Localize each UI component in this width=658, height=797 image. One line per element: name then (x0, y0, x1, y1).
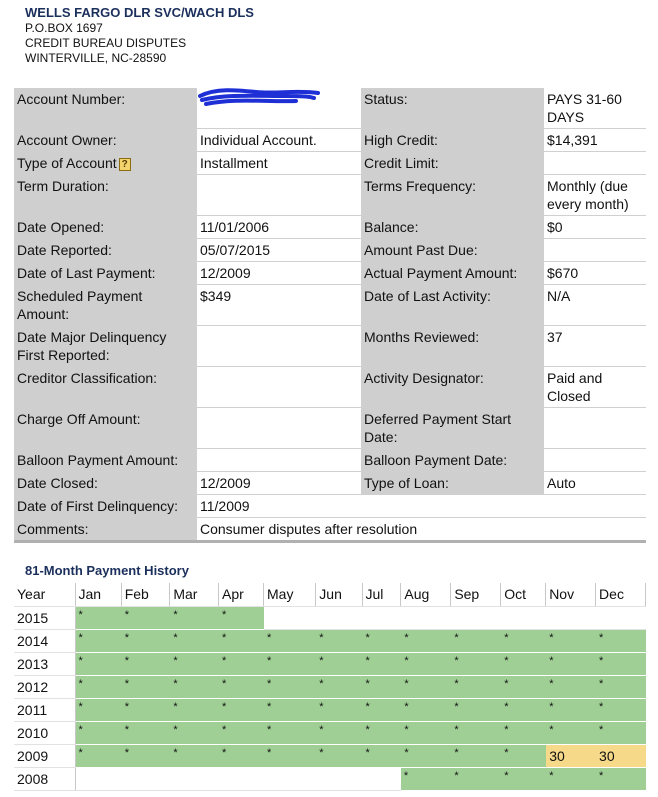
account-field-label-text: Balloon Payment Date: (364, 452, 508, 468)
history-cell-ok: * (401, 698, 451, 721)
account-row (14, 367, 646, 408)
history-cell-ok: * (75, 606, 121, 629)
account-field-value-text: Paid and Closed (547, 370, 603, 404)
history-cell-ok: * (316, 652, 362, 675)
history-cell-ok: * (451, 721, 501, 744)
history-cell-ok: * (316, 721, 362, 744)
history-cell-ok: * (170, 629, 219, 652)
redaction-scribble (196, 84, 320, 110)
account-field-label-text: Credit Limit: (364, 155, 439, 171)
history-cell-ok: * (264, 744, 316, 767)
history-cell-ok: * (501, 744, 546, 767)
account-field-value-text: 37 (547, 329, 563, 345)
account-field-label (14, 472, 197, 495)
account-field-value-text: Installment (200, 155, 268, 171)
account-field-value (197, 367, 361, 408)
history-cell-ok: * (75, 744, 121, 767)
account-field-value-text: $0 (547, 219, 563, 235)
account-field-label (361, 129, 544, 152)
history-cell-ok: * (451, 675, 501, 698)
history-cell-ok: * (219, 652, 264, 675)
account-field-label-text: Activity Designator: (364, 370, 484, 386)
account-row (14, 408, 646, 449)
account-field-label (14, 262, 197, 285)
account-field-value (197, 408, 361, 449)
account-field-label (14, 408, 197, 449)
account-field-value (544, 449, 646, 472)
history-cell-ok: * (401, 629, 451, 652)
account-field-value (544, 285, 646, 326)
account-row (14, 326, 646, 367)
account-details-table (14, 88, 646, 543)
account-field-value (544, 175, 646, 216)
history-cell-ok: * (362, 675, 401, 698)
history-cell-ok: * (546, 767, 596, 790)
account-field-label (361, 285, 544, 326)
account-field-label (14, 239, 197, 262)
account-field-value (544, 239, 646, 262)
history-cell-ok: * (316, 629, 362, 652)
history-cell-ok: * (75, 721, 121, 744)
account-field-label (361, 175, 544, 216)
history-cell-ok: * (219, 675, 264, 698)
account-row (14, 449, 646, 472)
history-cell-ok: * (264, 721, 316, 744)
account-field-value-text: Auto (547, 475, 576, 491)
account-field-value (544, 367, 646, 408)
creditor-address-line1: P.O.BOX 1697 (25, 21, 103, 35)
history-cell-empty (264, 767, 316, 790)
account-field-label-text: Creditor Classification: (17, 370, 158, 386)
account-field-value-text: $670 (547, 265, 579, 281)
history-cell-ok: * (362, 652, 401, 675)
month-header: May (264, 583, 316, 606)
account-field-label (361, 152, 544, 175)
year-label: 2008 (14, 767, 75, 790)
history-row (14, 652, 646, 675)
year-label: 2015 (14, 606, 75, 629)
history-row (14, 629, 646, 652)
history-cell-ok: * (170, 652, 219, 675)
account-field-value (197, 285, 361, 326)
year-label: 2014 (14, 629, 75, 652)
history-cell-ok: * (264, 652, 316, 675)
comments-label: Comments: (14, 518, 197, 542)
history-cell-ok: * (596, 652, 646, 675)
account-field-label (361, 367, 544, 408)
first-delinquency-row (14, 495, 646, 518)
account-field-value (544, 326, 646, 367)
account-field-label-text: Terms Frequency: (364, 178, 477, 194)
history-row (14, 744, 646, 767)
history-cell-ok: * (596, 629, 646, 652)
account-row (14, 216, 646, 239)
month-header: Jan (75, 583, 121, 606)
history-cell-ok: * (546, 629, 596, 652)
history-cell-empty (501, 606, 546, 629)
account-field-label (361, 472, 544, 495)
help-icon[interactable]: ? (119, 158, 131, 171)
account-field-value (544, 88, 646, 129)
account-field-label (361, 408, 544, 449)
account-field-value (197, 449, 361, 472)
history-cell-ok: * (264, 675, 316, 698)
history-cell-ok: * (401, 744, 451, 767)
account-field-value (197, 326, 361, 367)
account-field-label-text: Account Owner: (17, 132, 117, 148)
account-field-value (197, 472, 361, 495)
account-field-value (197, 152, 361, 175)
history-cell-empty (451, 606, 501, 629)
history-cell-ok: * (219, 744, 264, 767)
account-field-value-text: 11/01/2006 (200, 219, 270, 235)
history-cell-late: 30 (596, 744, 646, 767)
first-delinquency-label: Date of First Delinquency: (14, 495, 197, 518)
month-header: Mar (170, 583, 219, 606)
history-cell-ok: * (316, 698, 362, 721)
account-field-label-text: Date of Last Activity: (364, 288, 491, 304)
creditor-address-line3: WINTERVILLE, NC-28590 (25, 51, 167, 65)
account-field-label (14, 88, 197, 129)
history-cell-ok: * (501, 767, 546, 790)
account-row (14, 129, 646, 152)
account-field-label (14, 367, 197, 408)
history-row (14, 606, 646, 629)
history-cell-ok: * (219, 606, 264, 629)
account-field-label-text: Status: (364, 91, 408, 107)
history-row (14, 767, 646, 790)
account-field-label-text: Scheduled Payment Amount: (17, 288, 143, 322)
history-cell-ok: * (121, 744, 170, 767)
month-header: Aug (401, 583, 451, 606)
first-delinquency-value: 11/2009 (197, 495, 646, 518)
account-row (14, 239, 646, 262)
month-header: Nov (546, 583, 596, 606)
account-field-value-text: PAYS 31-60 DAYS (547, 91, 622, 125)
account-field-value-text: 12/2009 (200, 265, 251, 281)
account-field-label-text: Date Opened: (17, 219, 105, 235)
account-field-label (14, 129, 197, 152)
account-field-label-text: Amount Past Due: (364, 242, 478, 258)
history-cell-ok: * (121, 698, 170, 721)
history-cell-ok: * (75, 698, 121, 721)
month-header: Jun (316, 583, 362, 606)
history-cell-ok: * (219, 721, 264, 744)
history-cell-ok: * (75, 629, 121, 652)
history-cell-empty (546, 606, 596, 629)
account-field-label (361, 216, 544, 239)
history-cell-ok: * (546, 652, 596, 675)
account-field-value (544, 129, 646, 152)
creditor-address-line2: CREDIT BUREAU DISPUTES (25, 36, 187, 50)
history-cell-ok: * (596, 767, 646, 790)
history-cell-ok: * (451, 767, 501, 790)
history-cell-empty (401, 606, 451, 629)
account-field-label-text: Months Reviewed: (364, 329, 480, 345)
history-cell-empty (264, 606, 316, 629)
history-cell-ok: * (362, 744, 401, 767)
year-label: 2009 (14, 744, 75, 767)
account-field-label-text: Type of Loan: (364, 475, 449, 491)
history-cell-ok: * (401, 652, 451, 675)
history-cell-empty (121, 767, 170, 790)
account-field-label-text: Balance: (364, 219, 419, 235)
account-field-label (14, 152, 197, 175)
month-header: Apr (219, 583, 264, 606)
history-cell-empty (596, 606, 646, 629)
history-cell-ok: * (451, 744, 501, 767)
history-cell-empty (75, 767, 121, 790)
history-cell-late: 30 (546, 744, 596, 767)
history-cell-ok: * (362, 721, 401, 744)
account-field-value-text: 12/2009 (200, 475, 251, 491)
history-cell-empty (316, 767, 362, 790)
history-cell-ok: * (501, 721, 546, 744)
account-field-label (14, 175, 197, 216)
account-row (14, 472, 646, 495)
account-field-value-text: Monthly (due every month) (547, 178, 629, 212)
account-row (14, 152, 646, 175)
payment-history-table (14, 583, 646, 791)
account-field-label (14, 216, 197, 239)
account-field-value (197, 262, 361, 285)
history-cell-empty (316, 606, 362, 629)
history-cell-ok: * (170, 744, 219, 767)
history-cell-ok: * (75, 675, 121, 698)
month-header: Dec (596, 583, 646, 606)
history-cell-ok: * (596, 675, 646, 698)
account-field-label-text: Date Closed: (17, 475, 98, 491)
history-cell-ok: * (501, 629, 546, 652)
history-cell-ok: * (121, 629, 170, 652)
month-header: Oct (501, 583, 546, 606)
account-field-label (361, 239, 544, 262)
history-cell-ok: * (316, 675, 362, 698)
history-cell-ok: * (501, 652, 546, 675)
account-field-label (14, 326, 197, 367)
account-row (14, 262, 646, 285)
history-cell-ok: * (451, 652, 501, 675)
history-cell-ok: * (451, 629, 501, 652)
account-field-label (14, 285, 197, 326)
account-field-label-text: Actual Payment Amount: (364, 265, 518, 281)
account-field-value (197, 239, 361, 262)
account-field-value (197, 129, 361, 152)
account-field-label-text: Type of Account (17, 155, 117, 171)
history-row (14, 721, 646, 744)
account-field-value-text: Individual Account. (200, 132, 317, 148)
creditor-info (25, 4, 254, 66)
account-row (14, 88, 646, 129)
history-cell-ok: * (401, 721, 451, 744)
history-cell-ok: * (362, 629, 401, 652)
creditor-name: WELLS FARGO DLR SVC/WACH DLS (25, 5, 254, 20)
account-row (14, 285, 646, 326)
payment-history-title: 81-Month Payment History (25, 563, 189, 578)
year-label: 2010 (14, 721, 75, 744)
month-header: Feb (121, 583, 170, 606)
history-cell-ok: * (121, 652, 170, 675)
history-cell-ok: * (316, 744, 362, 767)
year-label: 2013 (14, 652, 75, 675)
history-cell-ok: * (501, 675, 546, 698)
account-field-value (544, 472, 646, 495)
account-field-label-text: High Credit: (364, 132, 438, 148)
history-cell-empty (219, 767, 264, 790)
account-field-label-text: Date of Last Payment: (17, 265, 156, 281)
history-cell-ok: * (501, 698, 546, 721)
account-field-value (197, 175, 361, 216)
history-cell-ok: * (264, 629, 316, 652)
account-field-label (361, 262, 544, 285)
account-field-label-text: Account Number: (17, 91, 126, 107)
history-cell-ok: * (121, 675, 170, 698)
account-field-label-text: Date Major Delinquency First Reported: (17, 329, 167, 363)
history-cell-empty (362, 767, 401, 790)
month-header: Sep (451, 583, 501, 606)
year-label: 2011 (14, 698, 75, 721)
comments-value: Consumer disputes after resolution (197, 518, 646, 542)
year-label: 2012 (14, 675, 75, 698)
history-row (14, 675, 646, 698)
history-cell-ok: * (170, 698, 219, 721)
year-header: Year (14, 583, 75, 606)
history-cell-ok: * (546, 698, 596, 721)
account-field-value-text: $349 (200, 288, 232, 304)
account-field-label (361, 326, 544, 367)
history-cell-ok: * (451, 698, 501, 721)
history-cell-ok: * (219, 629, 264, 652)
account-field-label (14, 449, 197, 472)
account-field-value-text: N/A (547, 288, 571, 304)
history-cell-ok: * (546, 675, 596, 698)
account-field-value-text: 05/07/2015 (200, 242, 271, 258)
history-cell-ok: * (75, 652, 121, 675)
account-field-value (197, 216, 361, 239)
account-field-label-text: Deferred Payment Start Date: (364, 411, 512, 445)
account-field-value-text: $14,391 (547, 132, 598, 148)
account-field-label (361, 88, 544, 129)
month-header: Jul (362, 583, 401, 606)
history-cell-ok: * (219, 698, 264, 721)
history-cell-ok: * (264, 698, 316, 721)
history-cell-empty (362, 606, 401, 629)
account-row (14, 175, 646, 216)
account-field-value (544, 408, 646, 449)
account-field-value (544, 216, 646, 239)
history-cell-ok: * (596, 698, 646, 721)
history-cell-ok: * (401, 767, 451, 790)
account-field-value (544, 152, 646, 175)
history-row (14, 698, 646, 721)
history-cell-ok: * (362, 698, 401, 721)
history-cell-ok: * (596, 721, 646, 744)
history-cell-ok: * (401, 675, 451, 698)
account-field-label-text: Charge Off Amount: (17, 411, 141, 427)
account-field-label-text: Date Reported: (17, 242, 112, 258)
account-field-label (361, 449, 544, 472)
history-cell-ok: * (170, 606, 219, 629)
history-cell-ok: * (121, 606, 170, 629)
account-field-label-text: Term Duration: (17, 178, 109, 194)
history-cell-ok: * (170, 675, 219, 698)
account-field-value (544, 262, 646, 285)
history-cell-ok: * (546, 721, 596, 744)
comments-row (14, 518, 646, 542)
history-cell-ok: * (121, 721, 170, 744)
history-cell-empty (170, 767, 219, 790)
history-cell-ok: * (170, 721, 219, 744)
account-field-label-text: Balloon Payment Amount: (17, 452, 179, 468)
